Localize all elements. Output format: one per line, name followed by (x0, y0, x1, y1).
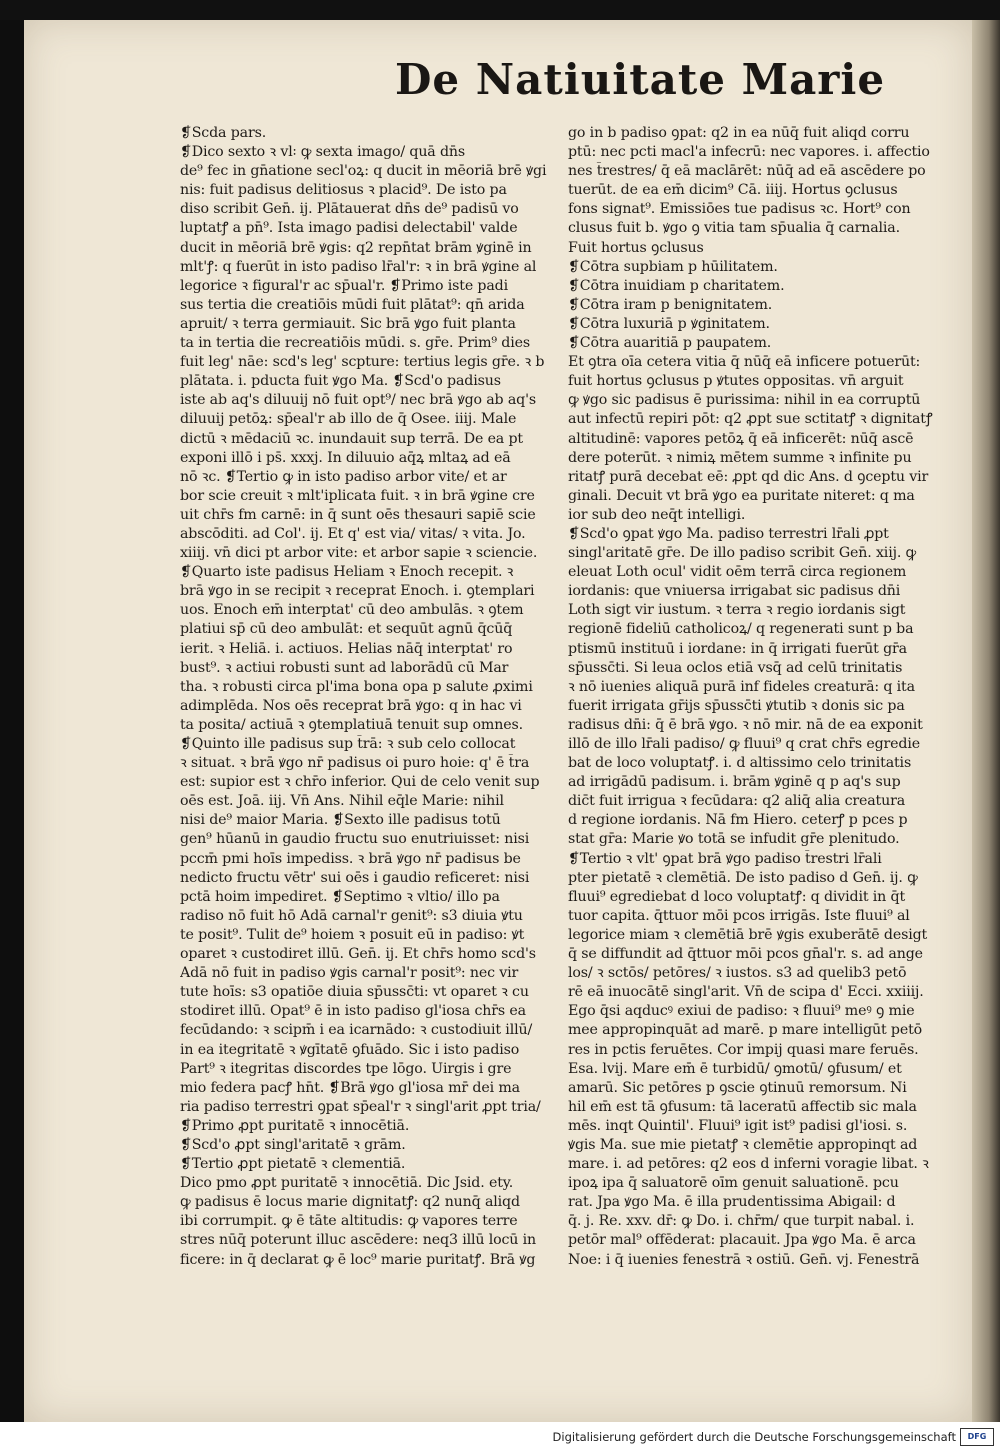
text-line: ria padiso terrestri ꝯpat sp̄eal'r ꝛ singl'arit ꝓpt tria/ (180, 1098, 541, 1115)
text-line: stres nūq̄ poterunt illuc ascēdere: neq3 illū locū in (180, 1232, 536, 1249)
text-line: ptismū instituū i iordane: in q̄ irrigati fuerūt gr̄a (568, 640, 907, 657)
text-line: tha. ꝛ robusti circa pl'ima bona opa p salute ꝓximi (180, 678, 533, 695)
text-line: mee appropinquāt ad marē. p mare intelligūt petō (568, 1022, 923, 1039)
text-line: nedicto fructu vētr' sui oēs i gaudio reficeret: nisi (180, 869, 530, 886)
text-line: Ego q̄si aqducꝰ exiui de padiso: ꝛ fluui⁹ meꝰ ꝯ mie (568, 1003, 915, 1020)
text-line: dictū ꝛ mēdaciū ꝛc. inundauit sup terrā. De ea pt (180, 430, 523, 447)
scan-border-top (0, 0, 1000, 20)
text-line: legorice miam ꝛ clemētiā brē ꝟgis exuberātē desigt (568, 926, 928, 943)
text-line: abscōditi. ad Col'. ij. Et q' est via/ vitas/ ꝛ vita. Jo. (180, 525, 526, 542)
text-line: clusus fuit b. ꝟgo ꝯ vitia tam sp̄ualia q̄ carnalia. (568, 220, 900, 237)
text-line: ❡Scd'o ꝓpt singl'aritatē ꝛ grām. (180, 1136, 406, 1153)
text-line: te posit⁹. Tulit de⁹ hoiem ꝛ posuit eū in padiso: ꝟt (180, 926, 525, 943)
text-line: go in b padiso ꝯpat: q2 in ea nūq̄ fuit aliqd corru (568, 125, 910, 141)
text-line: ꝙ ꝟgo sic padisus ē purissima: nihil in ea corruptū (568, 392, 921, 409)
text-line: mlt'ꝭ: q fuerūt in isto padiso lr̄al'r: ꝛ in brā ꝟgine al (180, 258, 537, 275)
text-line: bust⁹. ꝛ actiui robusti sunt ad laborādū cū Mar (180, 659, 509, 676)
text-line: ❡Quarto iste padisus Heliam ꝛ Enoch recepit. ꝛ (180, 564, 514, 581)
text-line: Dico pmo ꝓpt puritatē ꝛ innocētiā. Dic Jsid. ety. (180, 1175, 514, 1192)
text-line: legorice ꝛ figural'r ac sp̄ual'r. ❡Primo iste padi (180, 277, 508, 294)
text-line: aut infectū repiri pōt: q2 ꝓpt sue sctitatꝭ ꝛ dignitatꝭ (568, 411, 933, 428)
text-line: diluuij petōꝝ: sp̄eal'r ab illo de q̄ Osee. iiij. Male (180, 411, 517, 428)
text-line: ❡Tertio ꝓpt pietatē ꝛ clementiā. (180, 1156, 406, 1173)
text-line: altitudinē: vapores petōꝝ q̄ eā inficerēt: nūq̄ ascē (568, 430, 914, 447)
text-line: ❡Primo ꝓpt puritatē ꝛ innocētiā. (180, 1117, 410, 1134)
text-line: ptū: nec pcti macl'a infecrū: nec vapores. i. affectio (568, 144, 930, 161)
text-line: luptatꝭ a pn̄⁹. Ista imago padisi delectabil' valde (180, 220, 518, 237)
text-line: radisus dn̄i: q̄ ē brā ꝟgo. ꝛ nō mir. nā de ea exponit (568, 716, 923, 733)
text-line: uit chr̄s fm carnē: in q̄ sunt oēs thesauri sapiē scie (180, 506, 536, 523)
text-line: fuit hortus ꝯclusus p ꝟtutes oppositas. vn̄ arguit (568, 373, 904, 390)
text-line: los/ ꝛ sctōs/ petōres/ ꝛ iustos. s3 ad quelib3 petō (568, 965, 907, 982)
text-line: bor scie creuit ꝛ mlt'iplicata fuit. ꝛ in brā ꝟgine cre (180, 487, 535, 504)
text-line: Loth sigt vir iustum. ꝛ terra ꝛ regio iordanis sigt (568, 602, 906, 619)
text-line: Esa. lvij. Mare em̄ ē turbidū/ ꝯmotū/ ꝯfusum/ et (568, 1060, 902, 1077)
text-line: iordanis: que vniuersa irrigabat sic padisus dn̄i (568, 583, 901, 600)
text-line: apruit/ ꝛ terra germiauit. Sic brā ꝟgo fuit planta (180, 315, 516, 332)
text-line: mare. i. ad petōres: q2 eos d inferni voragie libat. ꝛ (568, 1156, 929, 1173)
text-line: petōr mal⁹ offēderat: placauit. Jpa ꝟgo Ma. ē arca (568, 1232, 916, 1249)
text-line: rat. Jpa ꝟgo Ma. ē illa prudentissima Abigail: d (568, 1194, 896, 1211)
text-line: ipoꝝ ipa q̄ saluatorē oīm genuit saluationē. pcu (568, 1175, 899, 1192)
text-line: in ea itegritatē ꝛ ꝟgītatē ꝯfuādo. Sic i isto padiso (180, 1041, 520, 1058)
text-line: mio federa pacꝭ hn̄t. ❡Brā ꝟgo gl'iosa mr̄ dei ma (180, 1079, 520, 1096)
dfg-logo-text: DFG (967, 1432, 987, 1441)
text-line: oēs est. Joā. iij. Vn̄ Ans. Nihil eq̄le Marie: nihil (180, 793, 504, 810)
book-page (24, 20, 972, 1422)
text-line: xiiij. vn̄ dici pt arbor vite: et arbor sapie ꝛ sciencie. (180, 545, 538, 562)
text-line: exponi illō i ps̄. xxxj. In diluuio aq̄ꝝ mltaꝝ ad eā (180, 449, 511, 466)
text-line: Fuit hortus ꝯclusus (568, 239, 704, 256)
text-line: pctā hoim impediret. ❡Septimo ꝛ vltio/ illo pa (180, 888, 500, 905)
text-line: ❡Quinto ille padisus sup t̄rā: ꝛ sub celo collocat (180, 736, 516, 752)
text-line: fons signat⁹. Emissiōes tue padisus ꝛc. Hort⁹ con (568, 201, 911, 218)
text-line: fuerit irrigata gr̄ijs sp̄ussc̄ti ꝟtutib ꝛ donis sic pa (568, 697, 905, 714)
text-line: adimplēda. Nos oēs receprat brā ꝟgo: q in hac vi (180, 697, 522, 714)
text-line: ginali. Decuit vt brā ꝟgo ea puritate niteret: q ma (568, 487, 915, 504)
text-line: tute hoīs: s3 opatiōe diuia sp̄ussc̄ti: vt oparet ꝛ cu (180, 984, 529, 1001)
text-line: radiso nō fuit hō Adā carnal'r genit⁹: s3 diuia ꝟtu (180, 907, 523, 924)
text-line: mēs. inqt Quintil'. Fluui⁹ igit ist⁹ padisi gl'iosi. s. (568, 1117, 908, 1134)
text-line: nis: fuit padisus delitiosus ꝛ placid⁹. De isto pa (180, 182, 507, 199)
text-line: diso scribit Gen̄. ij. Plātauerat dn̄s de⁹ padisū vo (180, 201, 519, 218)
text-line: stat gr̄a: Marie ꝟo totā se infudit gr̄e plenitudo. (568, 831, 900, 848)
text-line: Part⁹ ꝛ itegritas discordes tpe lōgo. Uirgis i gre (180, 1060, 512, 1077)
text-line: dere poterūt. ꝛ nimiꝝ mētem summe ꝛ infinite pu (568, 449, 912, 466)
text-line: ior sub deo neq̄t intelligi. (568, 506, 746, 523)
text-line: iste ab aq's diluuij nō fuit opt⁹/ nec brā ꝟgo ab aq's (180, 392, 536, 409)
text-line: oparet ꝛ custodiret illū. Gen̄. ij. Et chr̄s homo scd's (180, 946, 536, 963)
text-line: tuor capita. q̄ttuor mōi pcos irrigās. Iste fluui⁹ al (568, 907, 910, 924)
text-line: ꝛ situat. ꝛ brā ꝟgo nr̄ padisus oi puro hoie: q' ē t̄ra (180, 755, 530, 772)
text-line: q̄. j. Re. xxv. dr̄: ꝙ Do. i. chr̄m/ que turpit nabal. i. (568, 1213, 915, 1230)
text-line: ❡Cōtra auaritiā p paupatem. (568, 335, 772, 352)
text-line: ❡Dico sexto ꝛ vl꞉ ꝙ sexta imago/ quā dn̄s (180, 144, 466, 161)
text-line: nes t̄restres/ q̄ eā maclārēt: nūq̄ ad eā ascēdere po (568, 163, 926, 180)
text-line: ta posita/ actiuā ꝛ ꝯtemplatiuā tenuit sup omnes. (180, 716, 523, 733)
text-line: ❡Cōtra luxuriā p ꝟginitatem. (568, 315, 770, 332)
text-line: nisi de⁹ maior Maria. ❡Sexto ille padisus totū (180, 812, 501, 829)
text-line: ❡Cōtra iram p benignitatem. (568, 296, 773, 313)
text-line: Noe: i q̄ iuenies fenestrā ꝛ ostiū. Gen̄. vj. Fenestrā (568, 1251, 920, 1268)
page-title: De Natiuitate Marie (395, 55, 886, 104)
text-line: ibi corrumpit. ꝙ ē tāte altitudis: ꝙ vapores terre (180, 1213, 518, 1230)
text-line: brā ꝟgo in se recipit ꝛ receprat Enoch. i. ꝯtemplari (180, 583, 535, 600)
text-line: ❡Cōtra inuidiam p charitatem. (568, 277, 785, 294)
text-line: regionē fideliū catholicoꝝ/ q regenerati sunt p ba (568, 621, 914, 638)
text-line: nō ꝛc. ❡Tertio ꝙ in isto padiso arbor vite/ et ar (180, 468, 507, 485)
text-line: tuerūt. de ea em̄ dicim⁹ Cā. iiij. Hortus ꝯclusus (568, 182, 898, 199)
text-line: ꝛ nō iuenies aliquā purā inf fideles creaturā: q ita (568, 678, 915, 695)
text-line: stodiret illū. Opat⁹ ē in isto padiso gl'iosa chr̄s ea (180, 1003, 526, 1020)
text-line: plātata. i. pducta fuit ꝟgo Ma. ❡Scd'o padisus (180, 373, 501, 390)
right-text-column (568, 124, 950, 1270)
text-line: ritatꝭ purā decebat eē: ꝓpt qd dic Ans. d ꝯceptu vir (568, 468, 929, 485)
book-spine-edge (972, 20, 1000, 1422)
text-line: ꝙ padisus ē locus marie dignitatꝭ: q2 nunq̄ aliqd (180, 1194, 520, 1211)
left-text-column (180, 124, 550, 1270)
text-line: ficere: in q̄ declarat ꝙ ē loc⁹ marie puritatꝭ. Brā ꝟg (180, 1251, 536, 1268)
text-line: singl'aritatē gr̄e. De illo padiso scribit Gen̄. xiij. ꝙ (568, 545, 917, 562)
text-line: ierit. ꝛ Heliā. i. actiuos. Helias nāq̄ interptat' ro (180, 640, 513, 657)
text-line: platiui sp̄ cū deo ambulāt: et sequūt agnū q̄cūq̄ (180, 621, 513, 638)
dfg-logo (960, 1428, 994, 1446)
text-line: bat de loco voluptatꝭ. i. d altissimo celo trinitatis (568, 755, 912, 772)
text-line: ad irrigādū padisum. i. brām ꝟginē q p aq's sup (568, 774, 901, 791)
text-line: dic̄t fuit irrigua ꝛ fecūdara: q2 aliq̄ alia creatura (568, 793, 906, 810)
text-line: amarū. Sic petōres p ꝯscie ꝯtinuū remorsum. Ni (568, 1079, 907, 1096)
text-line: d regione iordanis. Nā fm Hiero. ceterꝭ p pces p (568, 812, 908, 829)
text-line: res in pctis feruētes. Cor impij quasi mare feruēs. (568, 1041, 919, 1058)
funding-notice: Digitalisierung gefördert durch die Deutsche Forschungsgemeinschaft (552, 1430, 956, 1444)
text-line: est: supior est ꝛ chr̄o inferior. Qui de celo venit sup (180, 774, 540, 791)
text-line: de⁹ fec in gn̄atione secl'oꝝ: q ducit in mēoriā brē ꝟgi (180, 163, 547, 180)
text-line: ducit in mēoriā brē ꝟgis: q2 repn̄tat brām ꝟginē in (180, 239, 532, 256)
text-line: Adā nō fuit in padiso ꝟgis carnal'r posit⁹: nec vir (180, 965, 519, 982)
text-line: ❡Scda pars. (180, 125, 267, 141)
text-line: fecūdando: ꝛ scipm̄ i ea icarnādo: ꝛ custodiuit illū/ (180, 1022, 533, 1039)
text-line: rē eā inuocātē singl'arit. Vn̄ de scipa d' Ecci. xxiiij. (568, 984, 924, 1001)
text-line: sus tertia die creatiōis mūdi fuit plātat⁹: qn̄ arida (180, 296, 525, 313)
text-line: fluui⁹ egrediebat d loco voluptatꝭ: q dividit in q̄t (568, 888, 905, 905)
text-line: ❡Cōtra supbiam p hūilitatem. (568, 258, 778, 275)
text-line: ❡Tertio ꝛ vlt' ꝯpat brā ꝟgo padiso t̄restri lr̄ali (568, 850, 882, 867)
text-line: sp̄ussc̄ti. Si leua oclos etiā vsq̄ ad celū trinitatis (568, 659, 903, 676)
text-line: ꝟgis Ma. sue mie pietatꝭ ꝛ clemētie appropinqt ad (568, 1136, 918, 1153)
text-line: pter pietatē ꝛ clemētiā. De isto padiso d Gen̄. ij. ꝙ (568, 869, 918, 886)
text-line: hil em̄ est tā ꝯfusum: tā laceratū affectib sic mala (568, 1098, 917, 1115)
text-line: illō de illo lr̄ali padiso/ ꝙ fluui⁹ q crat chr̄s egredie (568, 736, 920, 752)
text-line: ta in tertia die recreatiōis mūdi. s. gr̄e. Prim⁹ dies (180, 335, 531, 352)
text-line: eleuat Loth ocul' vidit oēm terrā circa regionem (568, 564, 907, 581)
text-line: ❡Scd'o ꝯpat ꝟgo Ma. padiso terrestri lr̄ali ꝓpt (568, 525, 889, 542)
text-line: pccm̄ pmi hoīs impediss. ꝛ brā ꝟgo nr̄ padisus be (180, 850, 521, 867)
text-line: Et ꝯtra oīa cetera vitia q̄ nūq̄ eā inficere potuerūt: (568, 354, 921, 371)
text-line: fuit leg' nāe: scd's leg' scpture: tertius legis gr̄e. ꝛ b (180, 354, 545, 371)
text-line: uos. Enoch em̄ interptat' cū deo ambulās. ꝛ ꝯtem (180, 602, 524, 619)
text-line: q̄ se diffundit ad q̄ttuor mōi pcos gn̄al'r. s. ad ange (568, 946, 923, 963)
text-line: gen⁹ hūanū in gaudio fructu suo enutriuisset: nisi (180, 831, 530, 848)
